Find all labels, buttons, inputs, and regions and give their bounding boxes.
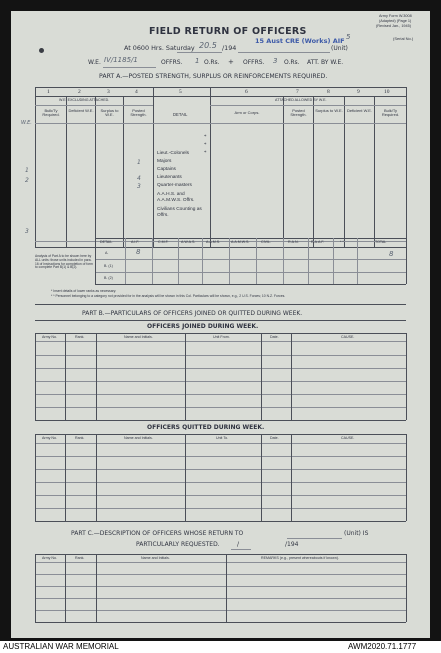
footer-accession-number: AWM2020.71.1777: [348, 642, 417, 651]
part-c-col-army-no: Army No.: [42, 556, 57, 560]
army-form-number: Army Form W.3008: [379, 14, 412, 18]
analysis-head-ran: R.A.N.: [288, 240, 299, 244]
quitted-heading: OFFICERS QUITTED DURING WEEK.: [147, 424, 265, 431]
footnote-2: * * Personnel belonging to a category not provided for in the analysis will be shown in this Col. Particulars will be shown, e.g., 2 U.S. Forces; 10 N.Z. Forces.: [51, 294, 286, 298]
col-num-4: 4: [135, 89, 138, 95]
handwritten-posted-2: 4: [137, 175, 141, 182]
col-head-posted: Posted Strength.: [130, 108, 147, 118]
plus-sign: +: [228, 58, 234, 66]
col-head-surplus: Surplus to W.E.: [100, 108, 119, 118]
part-c-date-slash: /: [237, 541, 240, 548]
ors-label: O.Rs.: [204, 59, 220, 66]
part-c-col-rank: Rank.: [75, 556, 85, 560]
joined-col-name: Name and Initials.: [124, 335, 153, 339]
analysis-note: Analysis of Part A to be shown here by ALL units: those units included in para. 16 of Instructions for completion of form to complete Part B(1) & B(2).: [35, 254, 93, 270]
analysis-head-total: TOTAL: [375, 240, 387, 244]
col-num-10: 10: [384, 89, 390, 95]
rank-civilians: Civilians Counting as Offrs.: [157, 207, 202, 218]
adapted-note: (Adapted) (Page 1): [379, 19, 412, 23]
handwritten-total-count: 8: [389, 250, 394, 258]
col-num-9: 9: [357, 89, 360, 95]
analysis-head-detail: DETAIL: [100, 240, 113, 244]
col-head-deficient: Deficient W.E.: [68, 108, 94, 113]
analysis-row-a: A.: [105, 251, 109, 255]
analysis-head-aams: A.A.M.S.: [206, 240, 221, 244]
analysis-row-b2: B. (2): [104, 276, 113, 280]
attached-allowed-header: ATTACHED ALLOWED BY W.E.: [275, 98, 327, 102]
quitted-col-army-no: Army No.: [42, 436, 57, 440]
archive-footer: [0, 641, 441, 653]
col-num-1: 1: [47, 89, 50, 95]
part-c-col-remarks: REMARKS (e.g., present whereabouts if known).: [261, 556, 339, 560]
part-c-year: /194: [285, 541, 299, 548]
rank-lieut-colonels: Lieut.-Colonels: [157, 151, 189, 156]
at-time-label: At 0600 Hrs. Saturday: [124, 44, 195, 52]
col-num-7: 7: [296, 89, 299, 95]
analysis-head-raaf: R.A.A.F.: [311, 240, 325, 244]
serial-label: (Serial No.): [393, 36, 414, 41]
analysis-head-aif: A.I.F.: [131, 240, 140, 244]
unit-stamp: 15 Aust CRE (Works) AIF: [255, 37, 345, 45]
quitted-col-date: Date.: [270, 436, 279, 440]
col-head-deficient-att: Deficient W.E.: [346, 108, 373, 113]
unit-label: (Unit): [331, 45, 348, 52]
handwritten-posted-3: 3: [137, 183, 141, 190]
detail-header: DETAIL: [173, 112, 188, 117]
handwritten-aif-count: 8: [136, 248, 141, 256]
handwritten-date: 20.5: [199, 41, 217, 50]
offrs-label: OFFRS.: [161, 59, 183, 66]
handwritten-offrs2: 3: [273, 57, 278, 65]
quitted-col-rank: Rank.: [75, 436, 85, 440]
part-b-heading: PART B.—PARTICULARS OF OFFICERS JOINED OR QUITTED DURING WEEK.: [82, 310, 303, 317]
form-title: FIELD RETURN OF OFFICERS: [149, 26, 307, 37]
part-c-heading: PART C.—DESCRIPTION OF OFFICERS WHOSE RETURN TO: [71, 530, 244, 537]
analysis-row-b1: B. (1): [104, 264, 113, 268]
handwritten-margin-1: 1: [25, 167, 29, 174]
handwritten-serial: 5: [346, 33, 351, 41]
offrs2-label: OFFRS.: [243, 59, 265, 66]
col-num-5: 5: [179, 89, 182, 95]
quitted-col-name: Name and Initials.: [124, 436, 153, 440]
asterisk-marks: *: [204, 135, 207, 140]
punch-hole: [39, 48, 44, 53]
rank-quartermasters: Quarter-masters: [157, 183, 192, 188]
year-label: /194: [222, 44, 237, 52]
field-return-form: Army Form W.3008 (Adapted) (Page 1) (Revised Jan., 1945) FIELD RETURN OF OFFICERS 15 Aust CRE (Works) AIF 5 (Serial No.) At 0600 Hrs. Saturday 20.5 /194 (Unit) W.E. IV/1185/1 OFFRS. O.Rs. 1 + OFFRS. O.Rs. 3 ATT. BY W.E. PART A.—POSTED STRENGTH, SURPLUS OR REINFORCEMENTS REQUIRED. 1 2 3 4 5 6 7 8 9 10 W.E. EXCLUDING ATTACHED. ATTACHED ALLOWED BY W.E. Bulk/Ty Required. Deficient W.E. Surplus to W.E. Posted Strength. DETAIL Arm or Corps. Posted Strength. Surplus to W.E. Deficient W.E. Bulk/Ty Required. * * * Lieut.-Colonels Majors Captains Lieutenants Quarter-masters A.A.H.S. and A.A.M.W.S. Offrs. Civilians Counting as Offrs. W.E. 1 2 3 1 4 3 Analysis of Part A to be shown here by ALL units: those units included in para. 16 of Instructions for completion of form to complete Part B(1) & B(2). DETAIL A.I.F. C.M.F. A.W.A.S. A.A.M.S. A.A.M.W.S. CIVIL. R.A.N. R.A.A.F. * * TOTAL A. B. (1) B. (2) 8 8 * Insert details of lower ranks as necessary. * * Personnel belonging to a category not provided for in the analysis will be shown in this Col. Particulars will be shown, e.g., 2 U.S. Forces; 10 N.Z. Forces. PART B.—PARTICULARS OF OFFICERS JOINED OR QUITTED DURING WEEK. OFFICERS JOINED DURING WEEK. Army No. Rank. Name and Initials. Unit From. Date. CAUSE. OFFICERS QUITTED DURING WEEK. Army No. Rank. Name and Initials. Unit To. Date. CAUSE. PART C.—DESCRIPTION OF OFFICERS WHOSE RETURN TO (Unit) IS PARTICULARLY REQUESTED. / /194 Army No. Rank. Name and Initials. REMARKS (e.g., present whereabouts if known).: [11, 11, 430, 638]
joined-col-rank: Rank.: [75, 335, 85, 339]
rank-aahs: A.A.H.S. and A.A.M.W.S. Offrs.: [157, 192, 195, 203]
joined-col-date: Date.: [270, 335, 279, 339]
handwritten-margin-we: W.E.: [21, 120, 32, 126]
part-c-col-name: Name and Initials.: [141, 556, 170, 560]
handwritten-margin-2: 2: [25, 177, 29, 184]
col-head-arm: Arm or Corps.: [234, 110, 260, 115]
we-label: W.E.: [88, 59, 101, 66]
quitted-col-unit-to: Unit To.: [216, 436, 229, 440]
joined-col-cause: CAUSE.: [341, 335, 355, 339]
col-head-posted-att: Posted Strength.: [290, 108, 307, 118]
analysis-head-civil: CIVIL.: [261, 240, 271, 244]
col-num-2: 2: [78, 89, 81, 95]
col-head-surplus-att: Surplus to W.E.: [315, 108, 343, 113]
rank-majors: Majors: [157, 159, 172, 164]
part-a-heading: PART A.—POSTED STRENGTH, SURPLUS OR REINFORCEMENTS REQUIRED.: [99, 73, 328, 80]
col-num-3: 3: [107, 89, 110, 95]
we-excluding-header: W.E. EXCLUDING ATTACHED.: [59, 98, 110, 102]
footer-institution: AUSTRALIAN WAR MEMORIAL: [3, 642, 119, 651]
col-head-bulk: Bulk/Ty Required.: [42, 108, 60, 118]
handwritten-ors: 1: [195, 57, 200, 65]
joined-heading: OFFICERS JOINED DURING WEEK.: [147, 323, 259, 330]
joined-col-army-no: Army No.: [42, 335, 57, 339]
joined-col-unit-from: Unit From.: [213, 335, 230, 339]
analysis-head-cmf: C.M.F.: [158, 240, 169, 244]
handwritten-margin-3: 3: [25, 228, 29, 235]
rank-captains: Captains: [157, 167, 176, 172]
ors2-label: O.Rs.: [284, 59, 300, 66]
analysis-head-awas: A.W.A.S.: [181, 240, 196, 244]
att-by-we-label: ATT. BY W.E.: [307, 59, 344, 66]
part-c-unit-is: (Unit) IS: [344, 530, 369, 537]
analysis-head-other: * *: [340, 240, 344, 244]
rank-lieutenants: Lieutenants: [157, 175, 182, 180]
handwritten-posted-1: 1: [137, 159, 141, 166]
col-num-8: 8: [327, 89, 330, 95]
part-c-requested: PARTICULARLY REQUESTED.: [136, 541, 220, 548]
quitted-col-cause: CAUSE.: [341, 436, 355, 440]
footnote-1: * Insert details of lower ranks as necessary.: [51, 289, 117, 293]
col-num-6: 6: [245, 89, 248, 95]
handwritten-we: IV/1185/1: [104, 56, 138, 64]
analysis-head-aamws: A.A.M.W.S.: [231, 240, 250, 244]
col-head-bulk-att: Bulk/Ty Required.: [381, 108, 400, 118]
revised-note: (Revised Jan., 1945): [376, 24, 412, 28]
